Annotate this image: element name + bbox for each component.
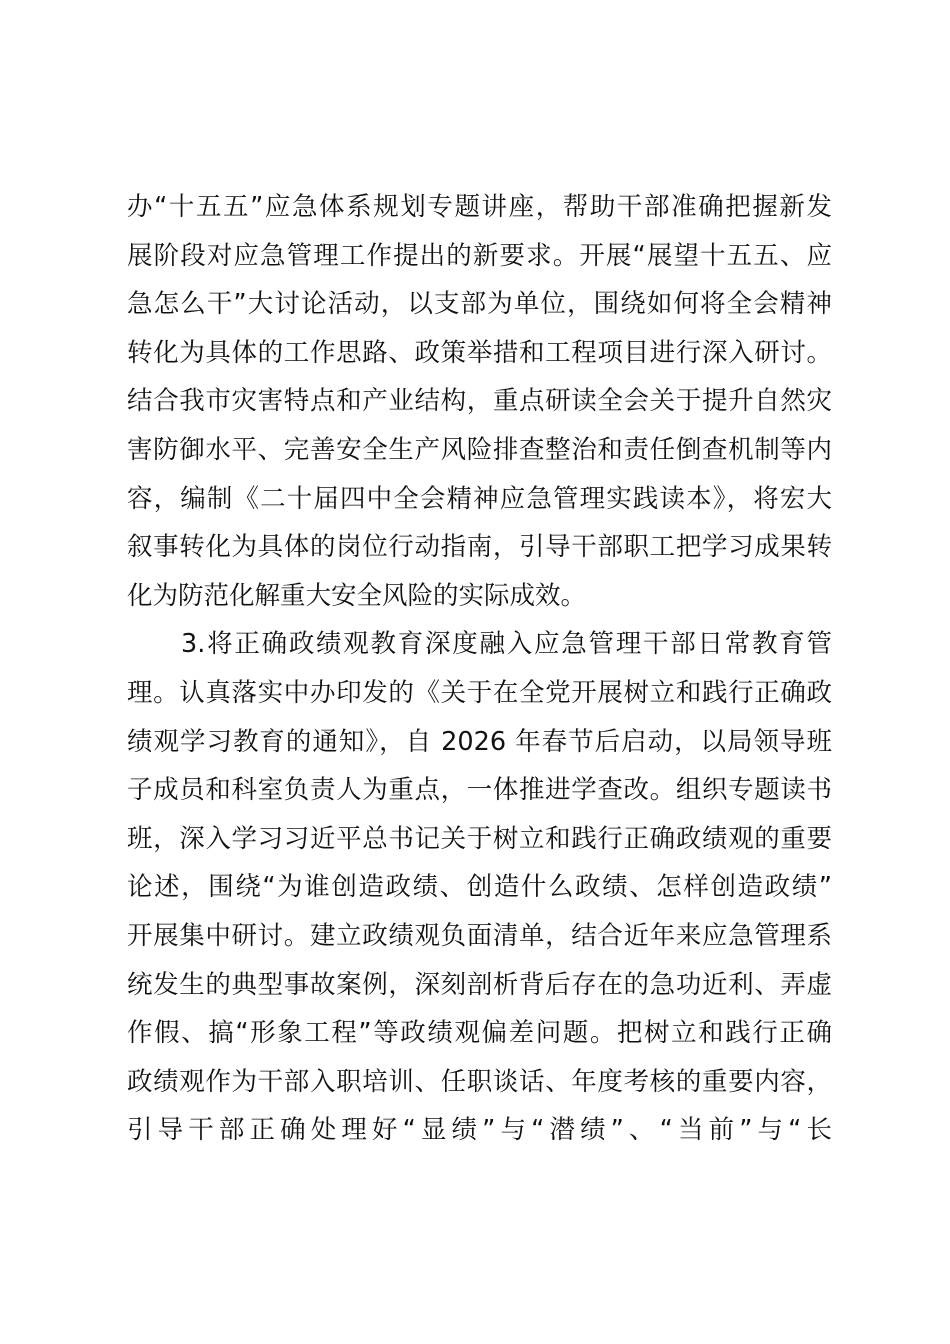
text-line: 3.将正确政绩观教育深度融入应急管理干部日常教育管 [181,629,832,660]
text-line: 统发生的典型事故案例，深刻剖析背后存在的急功近利、弄虚 [127,969,832,1000]
text-line: 开展集中研讨。建立政绩观负面清单，结合近年来应急管理系 [127,920,832,951]
body-text [127,183,832,1155]
paragraph [127,183,832,620]
text-line: 理。认真落实中办印发的《关于在全党开展树立和践行正确政 [127,677,832,708]
text-line: 论述，围绕“为谁创造政绩、创造什么政绩、怎样创造政绩” [127,872,832,903]
text-line: 政绩观作为干部入职培训、任职谈话、年度考核的重要内容， [127,1066,832,1097]
text-line: 子成员和科室负责人为重点，一体推进学查改。组织专题读书 [127,775,832,806]
text-line: 害防御水平、完善安全生产风险排查整治和责任倒查机制等内 [127,434,832,465]
text-line: 急怎么干”大讨论活动，以支部为单位，围绕如何将全会精神 [127,289,832,320]
text-line: 作假、搞“形象工程”等政绩观偏差问题。把树立和践行正确 [127,1018,832,1049]
text-line: 绩观学习教育的通知》，自 2026 年春节后启动，以局领导班 [127,726,832,757]
paragraph [127,620,832,1155]
text-line: 容，编制《二十届四中全会精神应急管理实践读本》，将宏大 [127,483,832,514]
text-line: 班，深入学习习近平总书记关于树立和践行正确政绩观的重要 [127,823,832,854]
text-line: 引导干部正确处理好“显绩”与“潜绩”、“当前”与“长 [127,1115,832,1146]
text-line: 结合我市灾害特点和产业结构，重点研读全会关于提升自然灾 [127,386,832,417]
text-line: 展阶段对应急管理工作提出的新要求。开展“展望十五五、应 [127,240,832,271]
text-line: 转化为具体的工作思路、政策举措和工程项目进行深入研讨。 [127,337,832,368]
text-line: 办“十五五”应急体系规划专题讲座，帮助干部准确把握新发 [127,192,832,222]
text-line: 化为防范化解重大安全风险的实际成效。 [127,580,587,611]
text-line: 叙事转化为具体的岗位行动指南，引导干部职工把学习成果转 [127,532,832,563]
